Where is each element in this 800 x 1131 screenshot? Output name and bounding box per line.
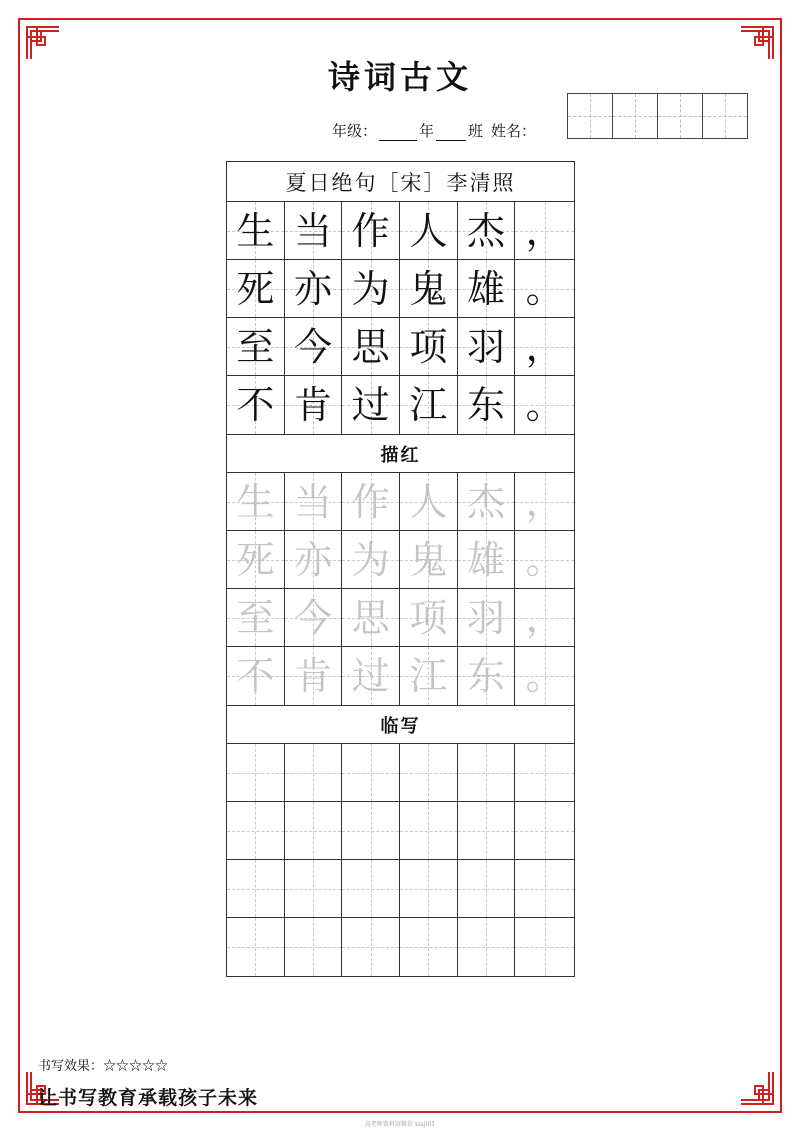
poem-cell: [458, 202, 516, 260]
character: 。: [525, 537, 564, 582]
trace-grid[interactable]: [227, 473, 574, 705]
character: 过: [351, 383, 390, 427]
trace-cell[interactable]: [458, 473, 516, 531]
year-label: 年: [419, 122, 435, 140]
copy-cell[interactable]: [458, 744, 516, 802]
writing-rating: 书写效果：☆☆☆☆☆: [38, 1059, 169, 1074]
trace-cell[interactable]: [227, 473, 285, 531]
class-label: 班: [468, 122, 484, 140]
poem-cell: [227, 260, 285, 318]
character: 雄: [467, 266, 506, 311]
copy-cell[interactable]: [342, 918, 400, 976]
character: 鬼: [409, 266, 448, 311]
name-write-boxes[interactable]: [568, 93, 748, 139]
character: 。: [525, 654, 564, 698]
copy-cell[interactable]: [285, 802, 343, 860]
name-box[interactable]: [612, 93, 658, 139]
character: 当: [294, 479, 333, 524]
copy-cell[interactable]: [515, 802, 574, 860]
character: 今: [294, 324, 333, 369]
poem-cell: [342, 202, 400, 260]
character: 亦: [294, 266, 333, 311]
trace-cell[interactable]: [285, 531, 343, 589]
copy-cell[interactable]: [400, 860, 458, 918]
slogan: 让书写教育承载孩子未来: [38, 1087, 259, 1109]
character: 作: [351, 479, 390, 524]
poem-cell: [515, 318, 574, 376]
trace-cell[interactable]: [227, 589, 285, 647]
character: 过: [351, 654, 390, 698]
copy-section-title: 临写: [227, 705, 574, 744]
poem-cell: [458, 260, 516, 318]
poem-cell: [458, 318, 516, 376]
class-blank[interactable]: [436, 124, 466, 141]
character: 项: [409, 595, 448, 640]
copy-cell[interactable]: [515, 918, 574, 976]
character: 生: [236, 479, 275, 524]
poem-cell: [342, 376, 400, 434]
trace-cell[interactable]: [342, 531, 400, 589]
character: 杰: [467, 208, 506, 253]
poem-cell: [400, 260, 458, 318]
character: 死: [236, 266, 275, 311]
trace-cell[interactable]: [342, 589, 400, 647]
trace-cell[interactable]: [227, 531, 285, 589]
character: 不: [236, 383, 275, 427]
character: 今: [294, 595, 333, 640]
character: 项: [409, 324, 448, 369]
copy-grid[interactable]: [227, 744, 574, 976]
character: 亦: [294, 537, 333, 582]
character: 杰: [467, 479, 506, 524]
character: 羽: [467, 595, 506, 640]
poem-cell: [285, 376, 343, 434]
character: 雄: [467, 537, 506, 582]
corner-ornament-icon: [740, 1071, 774, 1105]
poem-cell: [342, 318, 400, 376]
trace-cell[interactable]: [285, 589, 343, 647]
copy-cell[interactable]: [400, 744, 458, 802]
copy-cell[interactable]: [400, 918, 458, 976]
trace-cell[interactable]: [342, 473, 400, 531]
character: 鬼: [409, 537, 448, 582]
poem-cell: [285, 260, 343, 318]
trace-cell[interactable]: [400, 531, 458, 589]
trace-cell[interactable]: [285, 647, 343, 705]
grid-row: [227, 260, 574, 318]
character: 至: [236, 595, 275, 640]
character: 江: [409, 654, 448, 698]
grid-row: [227, 318, 574, 376]
copy-cell[interactable]: [458, 918, 516, 976]
poem-cell: [227, 318, 285, 376]
poem-cell: [285, 202, 343, 260]
copy-cell[interactable]: [458, 860, 516, 918]
grid-row: [227, 589, 574, 647]
poem-cell: [342, 260, 400, 318]
character: 。: [525, 266, 564, 311]
name-box[interactable]: [567, 93, 613, 139]
poem-cell: [400, 318, 458, 376]
poem-cell: [227, 202, 285, 260]
character: 思: [351, 324, 390, 369]
character: 为: [351, 537, 390, 582]
poem-cell: [227, 376, 285, 434]
copy-cell[interactable]: [515, 744, 574, 802]
character: 至: [236, 324, 275, 369]
copy-cell[interactable]: [227, 802, 285, 860]
character: 为: [351, 266, 390, 311]
grid-row: [227, 376, 574, 434]
name-label: 姓名：: [491, 122, 537, 140]
trace-cell[interactable]: [515, 647, 574, 705]
copy-cell[interactable]: [515, 860, 574, 918]
poem-header: 夏日绝句［宋］李清照: [227, 162, 574, 202]
character: 东: [467, 654, 506, 698]
trace-cell[interactable]: [515, 589, 574, 647]
page-title: 诗词古文: [327, 58, 472, 96]
trace-cell[interactable]: [515, 531, 574, 589]
grid-row: [227, 744, 574, 802]
grid-row: [227, 202, 574, 260]
grid-row: [227, 647, 574, 705]
character: ，: [525, 324, 564, 369]
character: 作: [351, 208, 390, 253]
grid-row: [227, 802, 574, 860]
character: 肯: [294, 383, 333, 427]
character: 羽: [467, 324, 506, 369]
trace-cell[interactable]: [400, 589, 458, 647]
copy-cell[interactable]: [285, 860, 343, 918]
character: 生: [236, 208, 275, 253]
footer-note: 高老师资料馆微信 xiaji01: [364, 1121, 436, 1128]
name-box[interactable]: [657, 93, 703, 139]
character: 死: [236, 537, 275, 582]
copy-cell[interactable]: [227, 918, 285, 976]
character: 当: [294, 208, 333, 253]
poem-cell: [515, 260, 574, 318]
trace-cell[interactable]: [458, 589, 516, 647]
character: 人: [409, 479, 448, 524]
trace-cell[interactable]: [515, 473, 574, 531]
grid-row: [227, 531, 574, 589]
character: 人: [409, 208, 448, 253]
copy-cell[interactable]: [285, 918, 343, 976]
character: 肯: [294, 654, 333, 698]
trace-cell[interactable]: [400, 473, 458, 531]
character: 。: [525, 383, 564, 427]
trace-cell[interactable]: [227, 647, 285, 705]
copy-cell[interactable]: [227, 860, 285, 918]
character: 思: [351, 595, 390, 640]
character: 江: [409, 383, 448, 427]
character: 东: [467, 383, 506, 427]
poem-cell: [515, 376, 574, 434]
trace-cell[interactable]: [458, 647, 516, 705]
poem-cell: [458, 376, 516, 434]
copy-cell[interactable]: [227, 744, 285, 802]
character: ，: [525, 208, 564, 253]
trace-cell[interactable]: [342, 647, 400, 705]
poem-cell: [515, 202, 574, 260]
name-box[interactable]: [702, 93, 748, 139]
trace-cell[interactable]: [400, 647, 458, 705]
trace-section-title: 描红: [227, 434, 574, 473]
copy-cell[interactable]: [342, 744, 400, 802]
poem-cell: [400, 376, 458, 434]
copy-cell[interactable]: [400, 802, 458, 860]
copy-cell[interactable]: [285, 744, 343, 802]
character: ，: [525, 479, 564, 524]
grid-row: [227, 473, 574, 531]
trace-cell[interactable]: [285, 473, 343, 531]
poem-cell: [400, 202, 458, 260]
copy-cell[interactable]: [342, 802, 400, 860]
grid-row: [227, 860, 574, 918]
character: 不: [236, 654, 275, 698]
grid-row: [227, 918, 574, 976]
copy-cell[interactable]: [342, 860, 400, 918]
poem-grid: [227, 202, 574, 434]
grade-blank[interactable]: [379, 124, 417, 141]
trace-cell[interactable]: [458, 531, 516, 589]
worksheet-table: [226, 161, 575, 977]
poem-cell: [285, 318, 343, 376]
copy-cell[interactable]: [458, 802, 516, 860]
grade-label: 年级：: [332, 122, 378, 140]
student-info-line: [332, 120, 536, 141]
character: ，: [525, 595, 564, 640]
